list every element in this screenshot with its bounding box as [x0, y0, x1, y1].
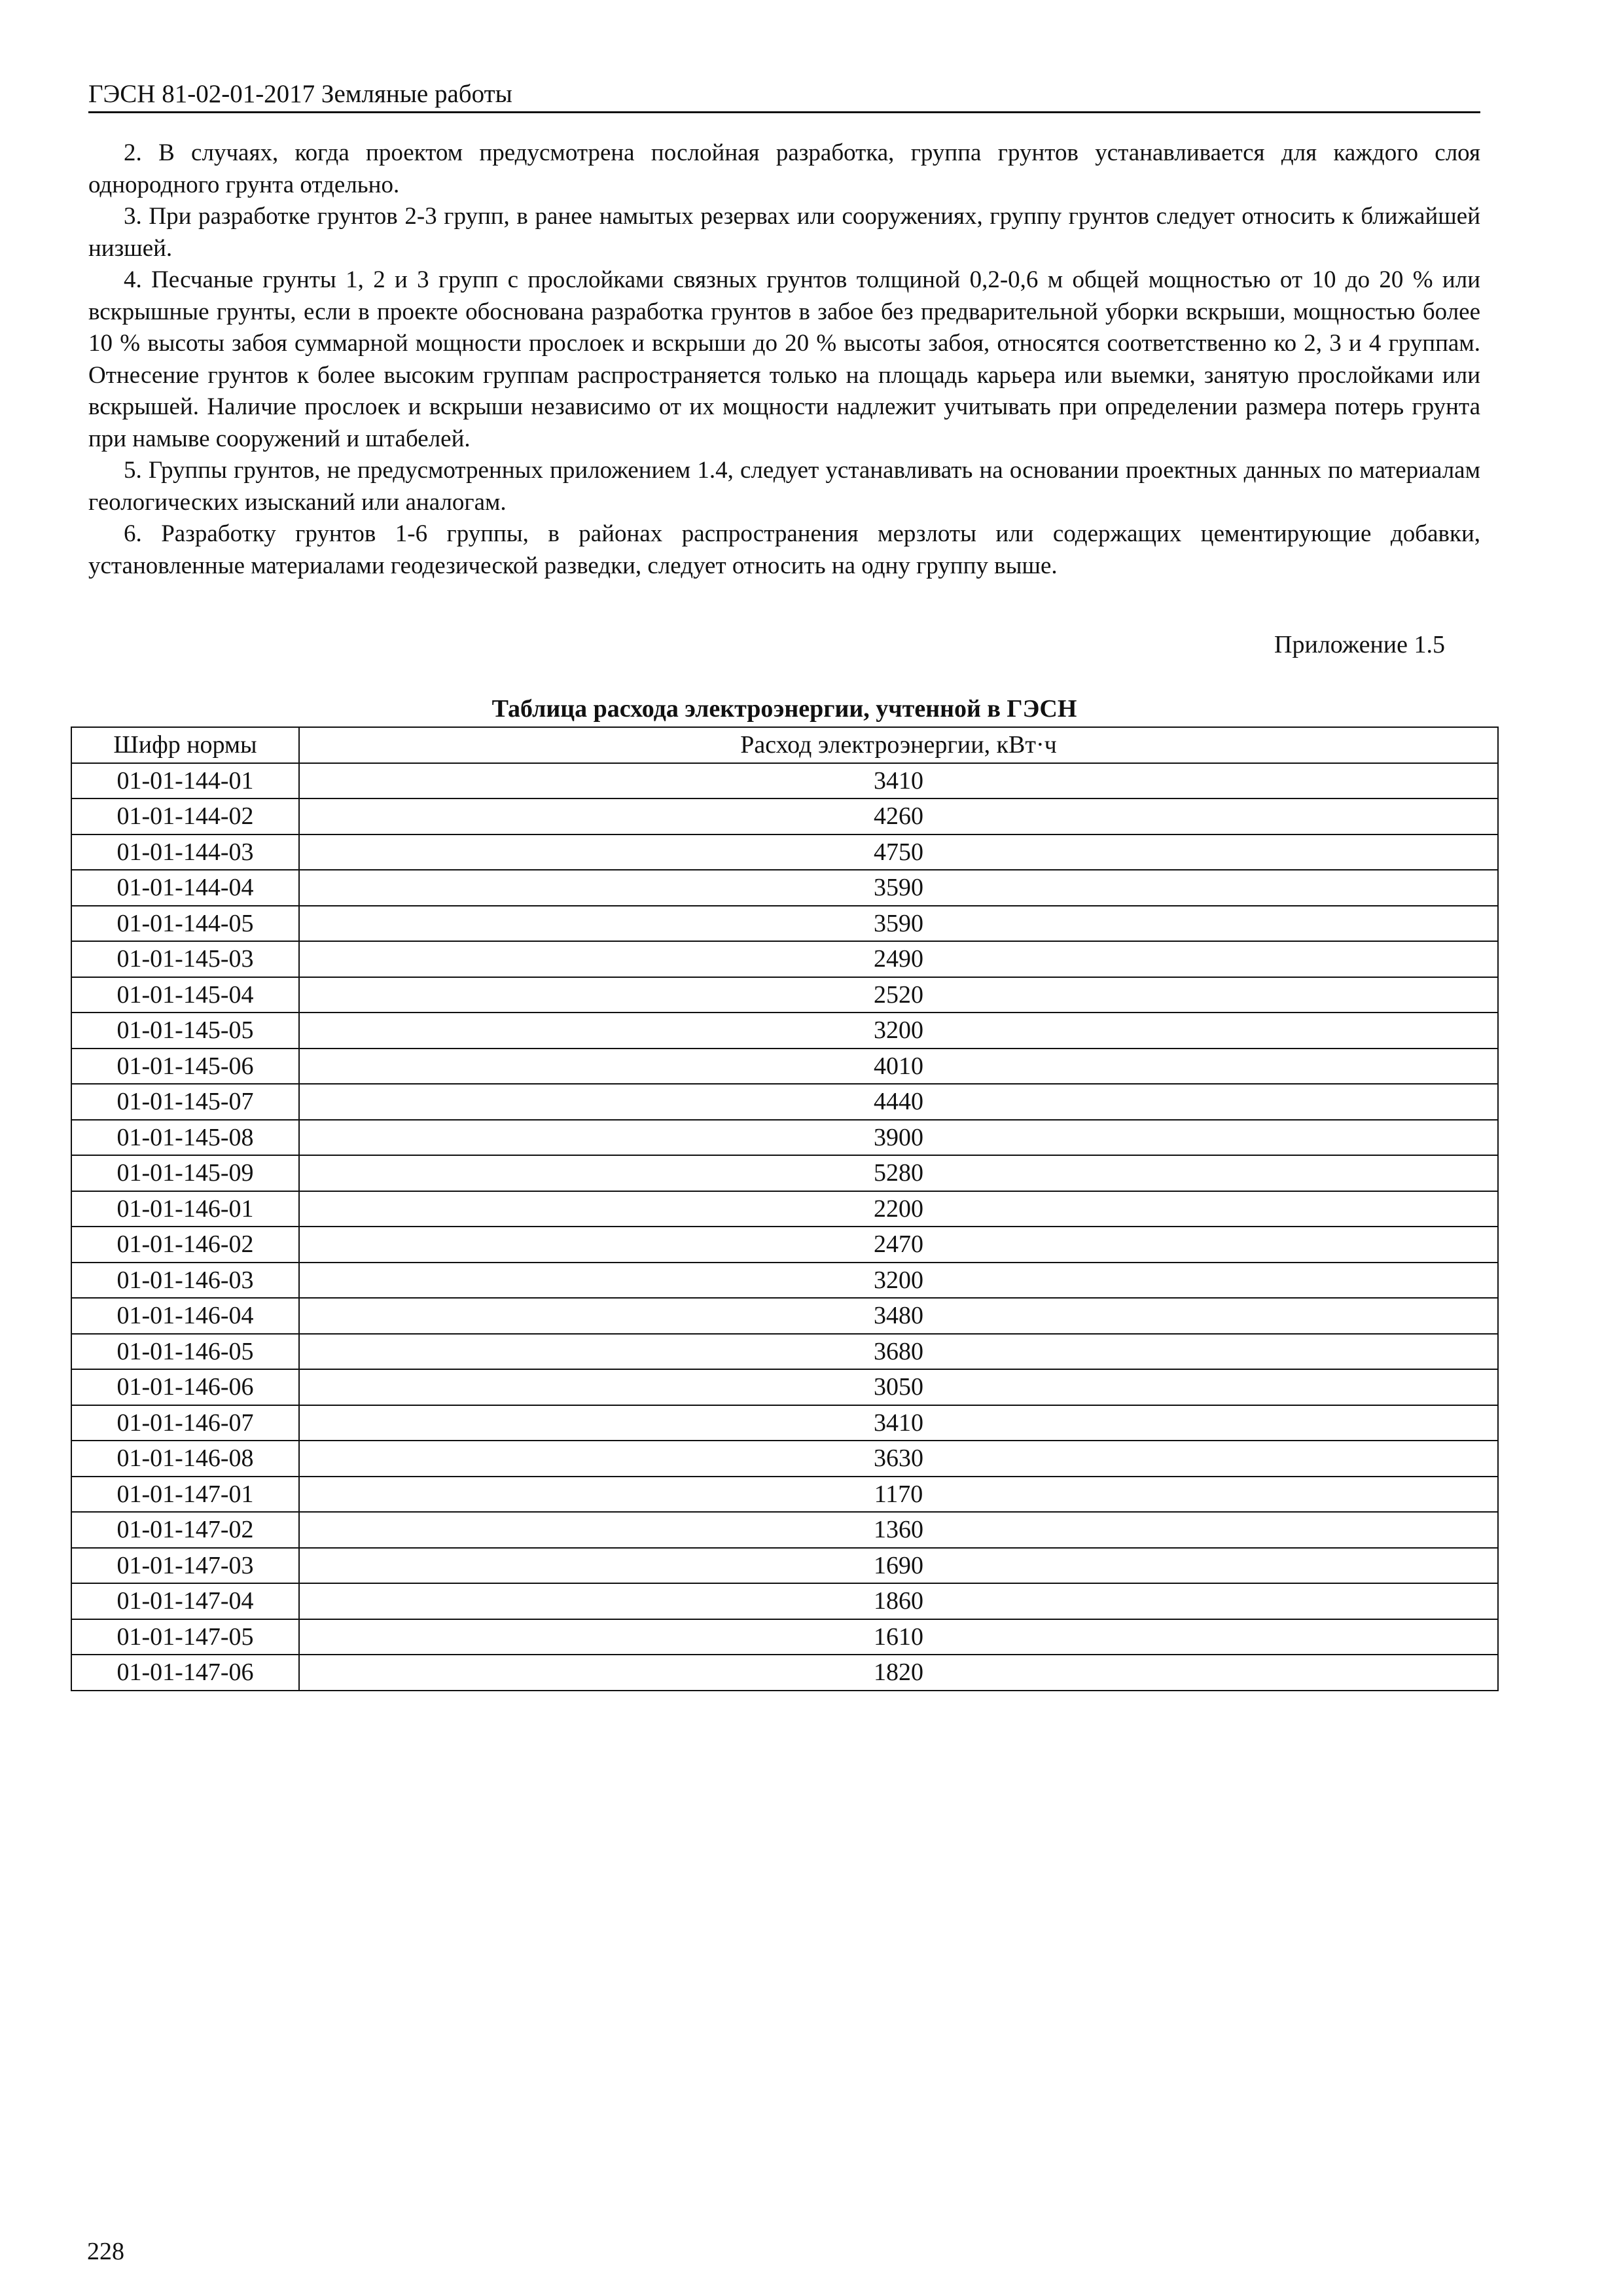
- appendix-label: Приложение 1.5: [1274, 631, 1445, 658]
- norm-code-cell: 01-01-144-05: [71, 906, 299, 942]
- norm-code-cell: 01-01-145-05: [71, 1013, 299, 1049]
- consumption-cell: 3200: [299, 1263, 1498, 1299]
- page-number: 228: [87, 2238, 124, 2265]
- paragraph-5: 5. Группы грунтов, не предусмотренных приложением 1.4, следует устанавливать на основании проектных данных по материалам геологических изысканий или аналогам.: [88, 457, 1480, 516]
- norm-code-cell: 01-01-146-07: [71, 1405, 299, 1441]
- norm-code-cell: 01-01-146-04: [71, 1298, 299, 1334]
- norm-code-cell: 01-01-146-06: [71, 1369, 299, 1405]
- consumption-cell: 1170: [299, 1477, 1498, 1513]
- norm-code-cell: 01-01-147-01: [71, 1477, 299, 1513]
- consumption-cell: 4440: [299, 1084, 1498, 1120]
- paragraph-6: 6. Разработку грунтов 1-6 группы, в районах распространения мерзлоты или содержащих цементирующие добавки, установленные материалами геодезической разведки, следует относить на одну группу выше.: [88, 520, 1480, 579]
- norm-code-cell: 01-01-147-06: [71, 1655, 299, 1691]
- table-row: [71, 1049, 1498, 1085]
- header-consumption: Расход электроэнергии, кВт·ч: [299, 727, 1498, 763]
- table-row: [71, 906, 1498, 942]
- table-row: [71, 1405, 1498, 1441]
- consumption-cell: 4010: [299, 1049, 1498, 1085]
- table-row: [71, 1619, 1498, 1655]
- norm-code-cell: 01-01-147-03: [71, 1548, 299, 1584]
- norm-code-cell: 01-01-146-01: [71, 1191, 299, 1227]
- consumption-cell: 1820: [299, 1655, 1498, 1691]
- table-row: [71, 870, 1498, 906]
- norm-code-cell: 01-01-145-07: [71, 1084, 299, 1120]
- paragraph-3: 3. При разработке грунтов 2-3 групп, в ранее намытых резервах или сооружениях, группу грунтов следует относить к ближайшей низшей.: [88, 203, 1480, 262]
- norm-code-cell: 01-01-147-04: [71, 1583, 299, 1619]
- consumption-cell: 3410: [299, 763, 1498, 799]
- norm-code-cell: 01-01-146-05: [71, 1334, 299, 1370]
- table-row: [71, 1583, 1498, 1619]
- norm-code-cell: 01-01-144-01: [71, 763, 299, 799]
- norm-code-cell: 01-01-146-02: [71, 1227, 299, 1263]
- consumption-cell: 3630: [299, 1441, 1498, 1477]
- table-row: [71, 798, 1498, 834]
- table-row: [71, 1120, 1498, 1156]
- body-text: [88, 137, 1480, 582]
- consumption-cell: 3050: [299, 1369, 1498, 1405]
- table-row: [71, 1477, 1498, 1513]
- table-row: [71, 1298, 1498, 1334]
- electricity-table: [71, 726, 1499, 1691]
- norm-code-cell: 01-01-144-04: [71, 870, 299, 906]
- consumption-cell: 3590: [299, 906, 1498, 942]
- table-row: [71, 1512, 1498, 1548]
- document-title: ГЭСН 81-02-01-2017 Земляные работы: [88, 80, 512, 108]
- consumption-cell: 4260: [299, 798, 1498, 834]
- consumption-cell: 1690: [299, 1548, 1498, 1584]
- consumption-cell: 1610: [299, 1619, 1498, 1655]
- consumption-cell: 3480: [299, 1298, 1498, 1334]
- page-header: [88, 72, 1480, 113]
- table-row: [71, 1263, 1498, 1299]
- consumption-cell: 5280: [299, 1155, 1498, 1191]
- table-row: [71, 1334, 1498, 1370]
- table-row: [71, 1155, 1498, 1191]
- consumption-cell: 3680: [299, 1334, 1498, 1370]
- table-header-row: [71, 727, 1498, 763]
- norm-code-cell: 01-01-145-03: [71, 941, 299, 977]
- consumption-cell: 1860: [299, 1583, 1498, 1619]
- table-row: [71, 763, 1498, 799]
- norm-code-cell: 01-01-146-08: [71, 1441, 299, 1477]
- table-row: [71, 1548, 1498, 1584]
- consumption-cell: 4750: [299, 834, 1498, 870]
- table-row: [71, 1084, 1498, 1120]
- table-caption: Таблица расхода электроэнергии, учтенной в ГЭСН: [491, 695, 1077, 723]
- consumption-cell: 2470: [299, 1227, 1498, 1263]
- consumption-cell: 3900: [299, 1120, 1498, 1156]
- consumption-cell: 1360: [299, 1512, 1498, 1548]
- norm-code-cell: 01-01-147-02: [71, 1512, 299, 1548]
- table-row: [71, 1369, 1498, 1405]
- table-body: [71, 763, 1498, 1691]
- table-row: [71, 834, 1498, 870]
- table-row: [71, 1191, 1498, 1227]
- norm-code-cell: 01-01-146-03: [71, 1263, 299, 1299]
- norm-code-cell: 01-01-144-03: [71, 834, 299, 870]
- norm-code-cell: 01-01-145-09: [71, 1155, 299, 1191]
- table-row: [71, 1013, 1498, 1049]
- consumption-cell: 2200: [299, 1191, 1498, 1227]
- norm-code-cell: 01-01-144-02: [71, 798, 299, 834]
- paragraph-2: 2. В случаях, когда проектом предусмотрена послойная разработка, группа грунтов устанавливается для каждого слоя однородного грунта отдельно.: [88, 139, 1480, 198]
- consumption-cell: 3590: [299, 870, 1498, 906]
- header-code: Шифр нормы: [71, 727, 299, 763]
- norm-code-cell: 01-01-145-08: [71, 1120, 299, 1156]
- consumption-cell: 3410: [299, 1405, 1498, 1441]
- norm-code-cell: 01-01-145-06: [71, 1049, 299, 1085]
- table-row: [71, 1441, 1498, 1477]
- table-row: [71, 1227, 1498, 1263]
- consumption-cell: 2490: [299, 941, 1498, 977]
- table-row: [71, 977, 1498, 1013]
- table-row: [71, 941, 1498, 977]
- paragraph-4: 4. Песчаные грунты 1, 2 и 3 групп с прослойками связных грунтов толщиной 0,2-0,6 м общей мощностью от 10 до 20 % или вскрышные грунты, если в проекте обоснована разработка грунтов в забое без предварительной уборки вскрыши, мощностью более 10 % высоты забоя суммарной мощности прослоек и вскрыши до 20 % высоты забоя, относятся соответственно ко 2, 3 и 4 группам. Отнесение грунтов к более высоким группам распространяется только на площадь карьера или выемки, занятую прослойками или вскрышей. Наличие прослоек и вскрыши независимо от их мощности надлежит учитывать при определении размера потерь грунта при намыве сооружений и штабелей.: [88, 266, 1480, 452]
- table-row: [71, 1655, 1498, 1691]
- norm-code-cell: 01-01-147-05: [71, 1619, 299, 1655]
- consumption-cell: 2520: [299, 977, 1498, 1013]
- consumption-cell: 3200: [299, 1013, 1498, 1049]
- norm-code-cell: 01-01-145-04: [71, 977, 299, 1013]
